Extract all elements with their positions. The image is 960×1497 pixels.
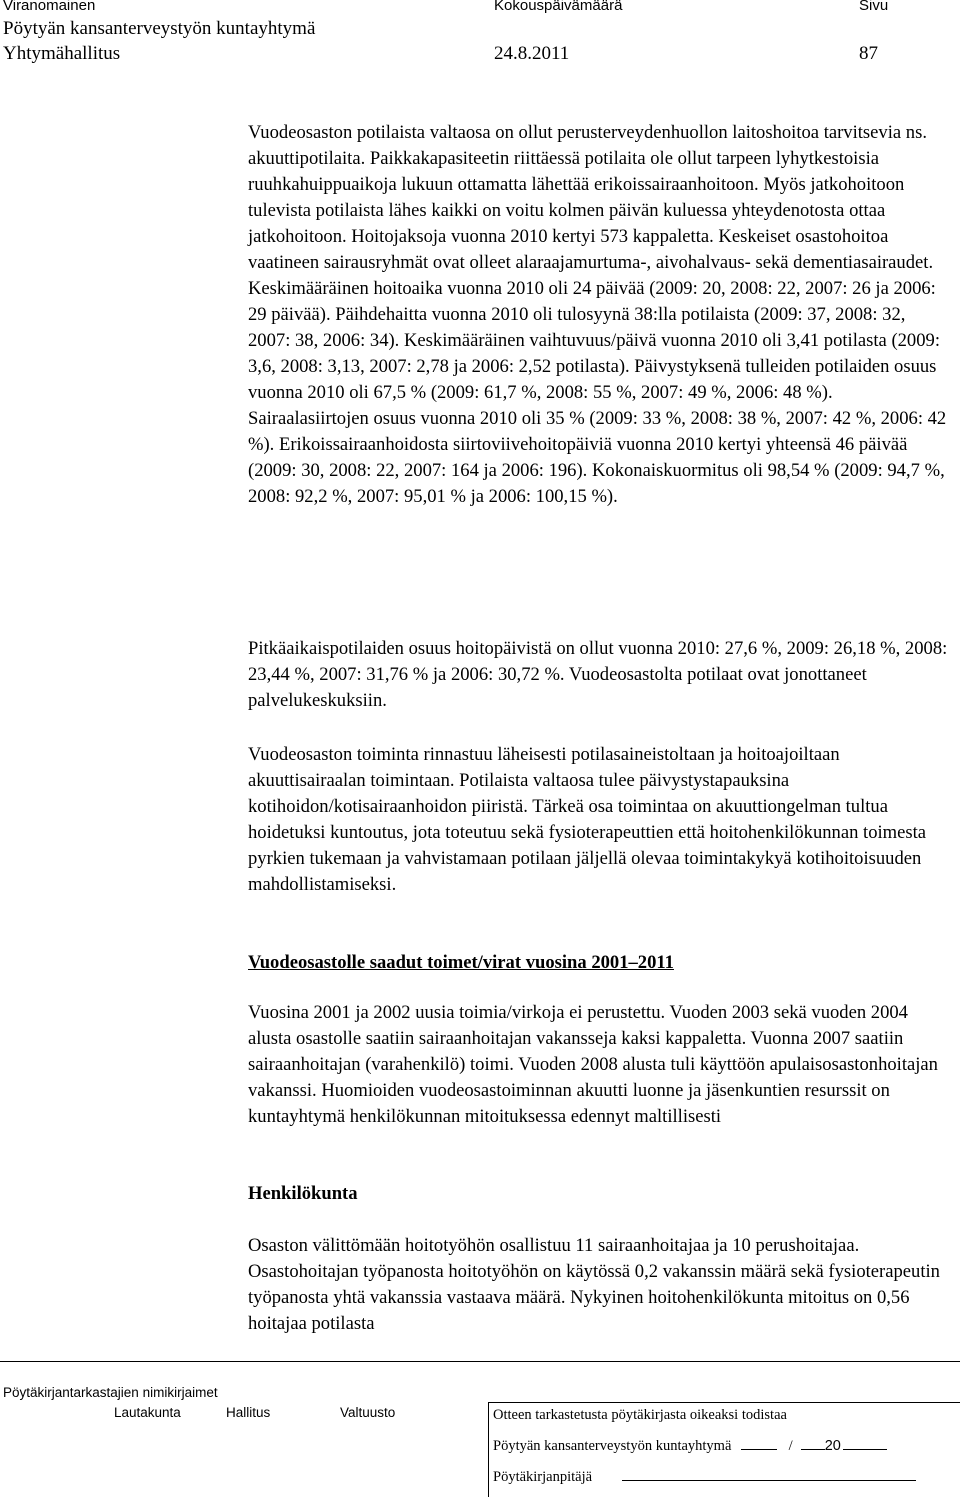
body-block-heading-1 — [248, 950, 948, 976]
paragraph-patients: Vuodeosaston potilaista valtaosa on ollut perusterveydenhuollon laitoshoitoa tarvitsevia ns. akuuttipotilaita. Paikkakapasiteetin riittäessä potilaita ole ollut tarpeen lyhytkestoisia ruuhkahuippuaikoja lukuun ottamatta lähettää erikoissairaanhoitoon. Myös jatkohoitoon tulevista potilaista lähes kaikki on voitu kolmen päivän kuluessa yhteydenotosta ottaa jatkohoitoon. Hoitojaksoja vuonna 2010 kertyi 573 kappaletta. Keskeiset osastohoitoa vaatineen sairausryhmät ovat olleet alaraajamurtuma-, aivohalvaus- sekä dementiasairaudet. Keskimääräinen hoitoaika vuonna 2010 oli 24 päivää (2009: 20, 2008: 22, 2007: 26 ja 2006: 29 päivää). Päihdehaitta vuonna 2010 oli tulosyynä 38:lla potilaista (2009: 37, 2008: 32, 2007: 38, 2006: 34). Keskimääräinen vaihtuvuus/päivä vuonna 2010 oli 3,41 potilasta (2009: 3,6, 2008: 3,13, 2007: 2,78 ja 2006: 2,52 potilasta). Päivystyksenä tulleiden potilaiden osuus vuonna 2010 oli 67,5 % (2009: 61,7 %, 2008: 55 %, 2007: 49 %, 2006: 48 %). Sairaalasiirtojen osuus vuonna 2010 oli 35 % (2009: 33 %, 2008: 38 %, 2007: 42 %, 2006: 42 %). Erikoissairaanhoidosta siirtoviivehoitopäiviä vuonna 2010 kertyi yhteensä 46 päivää (2009: 30, 2008: 22, 2007: 164 ja 2006: 196). Kokonaiskuormitus oli 98,54 % (2009: 94,7 %, 2008: 92,2 %, 2007: 95,01 % ja 2006: 100,15 %). — [248, 122, 947, 507]
header-meeting-date-label: Kokouspäivämäärä — [494, 0, 623, 14]
header-page-number: 87 — [859, 43, 878, 64]
body-block-5 — [248, 1233, 948, 1337]
month-blank[interactable] — [801, 1436, 825, 1450]
body-block-4 — [248, 1000, 948, 1130]
keeper-signature-blank[interactable] — [622, 1467, 916, 1481]
footer-initials-label: Pöytäkirjantarkastajien nimikirjaimet — [3, 1385, 218, 1400]
footer-keeper-line — [493, 1467, 916, 1486]
paragraph-positions: Vuosina 2001 ja 2002 uusia toimia/virkoja ei perustettu. Vuoden 2003 sekä vuoden 2004 alusta osastolle saatiin sairaanhoitajan vakansseja kaksi kappaletta. Vuonna 2007 saatiin sairaanhoitajan (varahenkilö) toimi. Vuoden 2008 alusta tuli käyttöön apulaisosastonhoitajan vakanssi. Huomioiden vuodeosastoiminnan akuutti luonne ja jäsenkuntien resurssit on kuntayhtymä henkilökunnan mitoituksessa edennyt maltillisesti — [248, 1002, 938, 1127]
footer-certified-label: Otteen tarkastetusta pöytäkirjasta oikeaksi todistaa — [493, 1407, 787, 1423]
paragraph-ward-operations: Vuodeosaston toiminta rinnastuu läheisesti potilasaineistoltaan ja hoitoajoiltaan akuuttisairaalan toimintaan. Potilaista valtaosa tulee päivystystapauksina kotihoidon/kotisairaanhoidon piiristä. Tärkeä osa toimintaa on akuuttiongelman tultua hoidetuksi kuntoutus, jota toteutuu sekä fysioterapeuttien että hoitohenkilökunnan toimesta pyrkien tukemaan ja vahvistamaan potilaan jäljellä olevaa toimintakykyä kotihoitoisuuden mahdollistamiseksi. — [248, 744, 927, 895]
body-block-heading-2 — [248, 1181, 948, 1207]
footer-slash: / — [788, 1438, 793, 1454]
footer-signature-line — [493, 1436, 887, 1455]
footer-divider — [0, 1361, 960, 1362]
section-heading-staff: Henkilökunta — [248, 1183, 358, 1204]
year-blank[interactable] — [843, 1436, 887, 1450]
header-page-label: Sivu — [859, 0, 889, 14]
footer-council-label: Valtuusto — [340, 1405, 396, 1420]
footer-government-label: Hallitus — [226, 1405, 271, 1420]
paragraph-long-term-patients: Pitkäaikaispotilaiden osuus hoitopäivistä on ollut vuonna 2010: 27,6 %, 2009: 26,18 %, 2008: 23,44 %, 2007: 31,76 % ja 2006: 30,72 %. Vuodeosastolta potilaat ovat jonottaneet palvelukeskuksiin. — [248, 638, 948, 711]
day-blank[interactable] — [741, 1436, 777, 1450]
body-block-2 — [248, 636, 948, 714]
document-body — [248, 120, 948, 510]
footer-year: 20 — [824, 1438, 841, 1454]
footer-board-label: Lautakunta — [114, 1405, 181, 1420]
header-authority-label: Viranomainen — [3, 0, 96, 14]
header-meeting-date: 24.8.2011 — [494, 43, 570, 64]
footer-keeper-label: Pöytäkirjanpitäjä — [493, 1469, 593, 1485]
footer-organization: Pöytyän kansanterveystyön kuntayhtymä — [493, 1438, 732, 1454]
paragraph-staff: Osaston välittömään hoitotyöhön osallistuu 11 sairaanhoitajaa ja 10 perushoitajaa. Osastohoitajan työpanosta hoitotyöhön on käytössä 0,2 vakanssin määrä sekä fysioterapeutin työpanosta yhtä vakanssia vastaava määrä. Nykyinen hoitohenkilökunta mitoitus on 0,56 hoitajaa potilasta — [248, 1235, 940, 1334]
body-block-3 — [248, 742, 948, 898]
section-heading-positions: Vuodeosastolle saadut toimet/virat vuosina 2001–2011 — [248, 952, 674, 973]
header-organization: Pöytyän kansanterveystyön kuntayhtymä — [3, 18, 316, 39]
header-body-name: Yhtymähallitus — [3, 43, 121, 64]
